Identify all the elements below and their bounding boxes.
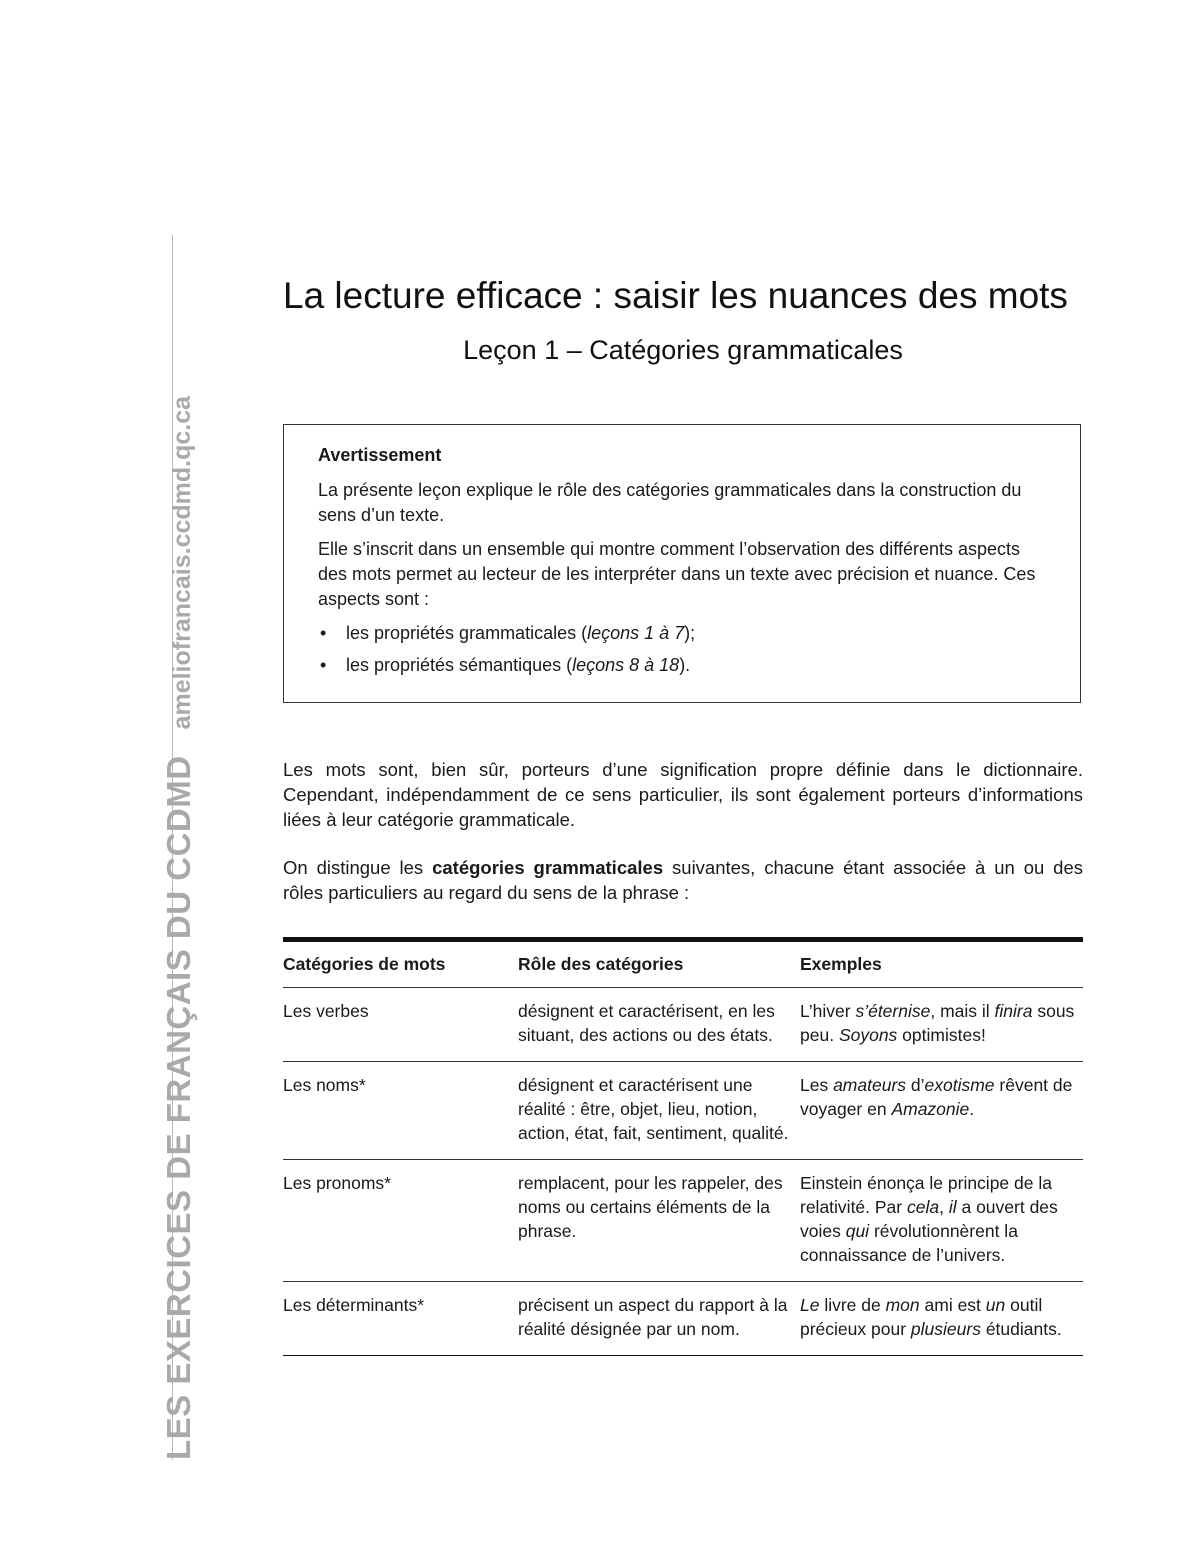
- notice-heading: Avertissement: [318, 445, 442, 465]
- lesson-subtitle: Leçon 1 – Catégories grammaticales: [463, 335, 903, 365]
- notice-paragraph: La présente leçon explique le rôle des catégories grammaticales dans la construction du sens d’un texte.: [318, 480, 1022, 525]
- website-link[interactable]: ameliofrancais.ccdmd.qc.ca: [168, 395, 196, 730]
- table-header-row: [283, 942, 1083, 988]
- table-row: [283, 1160, 1083, 1282]
- column-header: Rôle des catégories: [518, 942, 800, 988]
- category-cell: Les déterminants*: [283, 1282, 518, 1356]
- series-title: LES EXERCICES DE FRANÇAIS DU CCDMD: [160, 755, 197, 1460]
- list-item: • les propriétés grammaticales (leçons 1 à 7);: [318, 621, 1046, 646]
- example-cell: Einstein énonça le principe de la relativité. Par cela, il a ouvert des voies qui révolutionnèrent la connaissance de l’univers.: [800, 1160, 1083, 1282]
- example-cell: Les amateurs d’exotisme rêvent de voyager en Amazonie.: [800, 1062, 1083, 1160]
- table-row: [283, 988, 1083, 1062]
- example-cell: Le livre de mon ami est un outil précieux pour plusieurs étudiants.: [800, 1282, 1083, 1356]
- example-cell: L’hiver s’éternise, mais il finira sous peu. Soyons optimistes!: [800, 988, 1083, 1062]
- role-cell: désignent et caractérisent, en les situant, des actions ou des états.: [518, 988, 800, 1062]
- category-cell: Les noms*: [283, 1062, 518, 1160]
- sidebar-vertical-text: [160, 396, 198, 1460]
- categories-table: [283, 942, 1083, 1356]
- list-item: • les propriétés sémantiques (leçons 8 à 18).: [318, 653, 1046, 678]
- categories-paragraph: On distingue les catégories grammaticales suivantes, chacune étant associée à un ou des rôles particuliers au regard du sens de la phrase :: [283, 857, 1084, 903]
- notice-list: [318, 621, 1046, 678]
- table-row: [283, 1282, 1083, 1356]
- page-title: La lecture efficace : saisir les nuances des mots: [283, 275, 1068, 316]
- table-row: [283, 1062, 1083, 1160]
- role-cell: remplacent, pour les rappeler, des noms ou certains éléments de la phrase.: [518, 1160, 800, 1282]
- role-cell: désignent et caractérisent une réalité : être, objet, lieu, notion, action, état, fait, sentiment, qualité.: [518, 1062, 800, 1160]
- column-header: Exemples: [800, 942, 1083, 988]
- notice-paragraph: Elle s’inscrit dans un ensemble qui montre comment l’observation des différents aspects des mots permet au lecteur de les interpréter dans un texte avec précision et nuance. Ces aspects sont :: [318, 539, 1036, 609]
- intro-paragraph: Les mots sont, bien sûr, porteurs d’une signification propre définie dans le dictionnaire. Cependant, indépendamment de ce sens particulier, ils sont également porteurs d’informations liées à leur catégorie grammaticale.: [283, 759, 1083, 830]
- role-cell: précisent un aspect du rapport à la réalité désignée par un nom.: [518, 1282, 800, 1356]
- category-cell: Les verbes: [283, 988, 518, 1062]
- column-header: Catégories de mots: [283, 942, 518, 988]
- notice-box: [283, 424, 1081, 703]
- category-cell: Les pronoms*: [283, 1160, 518, 1282]
